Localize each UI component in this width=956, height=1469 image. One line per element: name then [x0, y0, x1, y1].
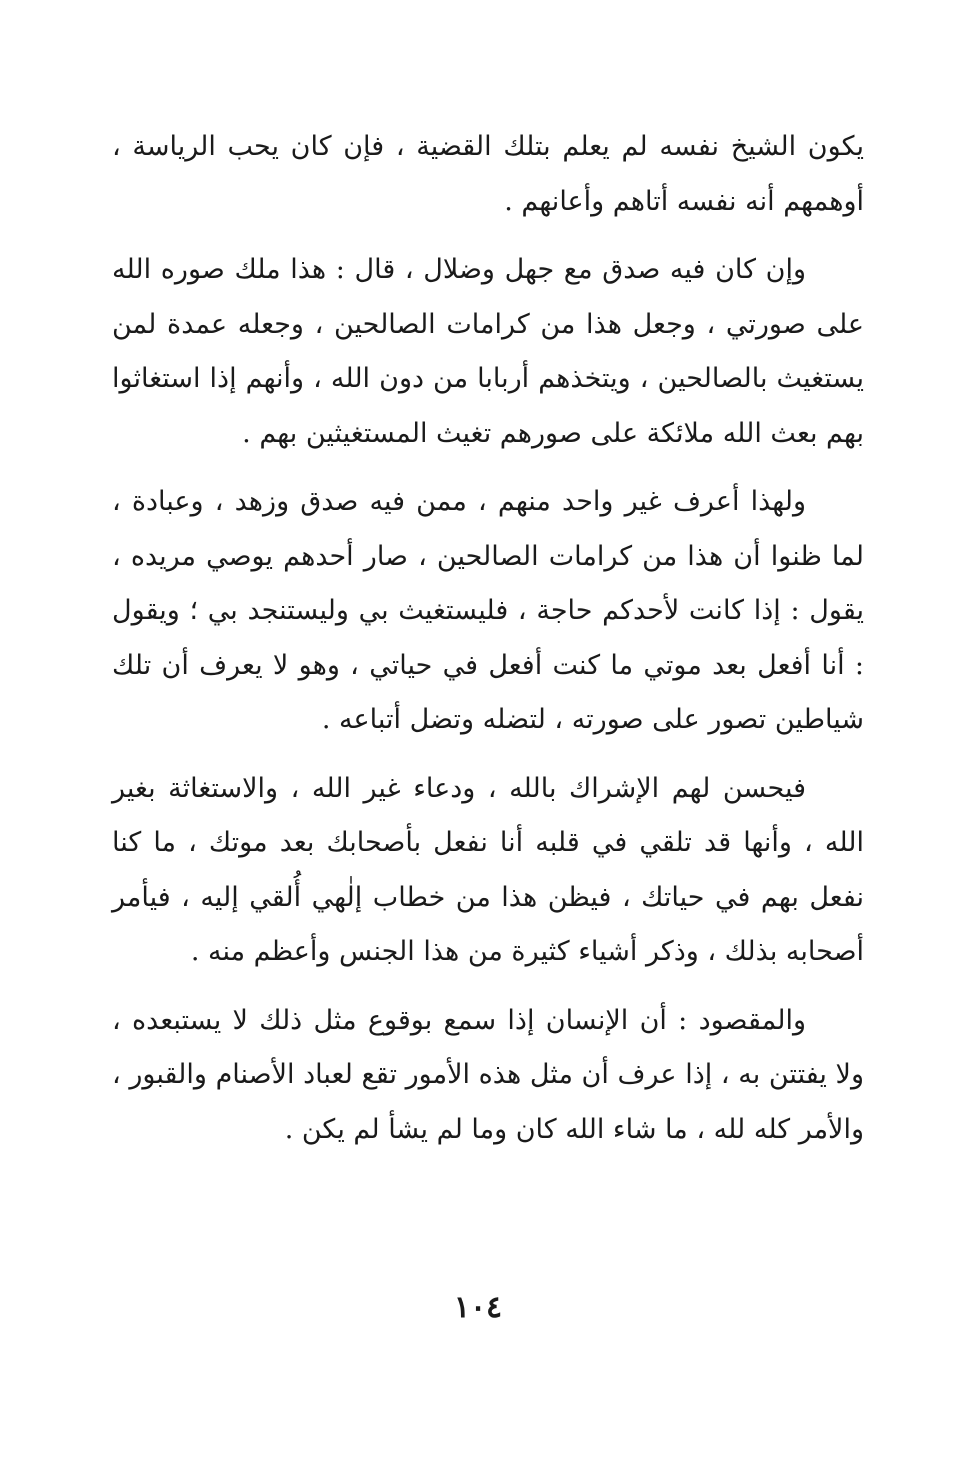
paragraph-1: يكون الشيخ نفسه لم يعلم بتلك القضية ، فإن كان يحب الرياسة ، أوهمهم أنه نفسه أتاهم وأعانهم .: [112, 131, 864, 217]
paragraph-2: وإن كان فيه صدق مع جهل وضلال ، قال : هذا ملك صوره الله على صورتي ، وجعل هذا من كرامات الصالحين ، وجعله عمدة لمن يستغيث بالصالحين ، ويتخذهم أربابا من دون الله ، وأنهم إذا استغاثوا بهم بعث الله ملائكة على صورهم تغيث المستغيثين بهم .: [112, 254, 864, 449]
page-body-text: [112, 120, 864, 1171]
page-number: ١٠٤: [453, 1290, 503, 1325]
paragraph-5: والمقصود : أن الإنسان إذا سمع بوقوع مثل ذلك لا يستبعده ، ولا يفتتن به ، إذا عرف أن مثل هذه الأمور تقع لعباد الأصنام والقبور ، والأمر كله لله ، ما شاء الله كان وما لم يشأ لم يكن .: [112, 1004, 864, 1145]
paragraph-4: فيحسن لهم الإشراك بالله ، ودعاء غير الله ، والاستغاثة بغير الله ، وأنها قد تلقي في قلبه أنا نفعل بأصحابك بعد موتك ، ما كنا نفعل بهم في حياتك ، فيظن هذا من خطاب إلٰهي أُلقي إليه ، فيأمر أصحابه بذلك ، وذكر أشياء كثيرة من هذا الجنس وأعظم منه .: [112, 772, 864, 967]
paragraph-3: ولهذا أعرف غير واحد منهم ، ممن فيه صدق وزهد ، وعبادة ، لما ظنوا أن هذا من كرامات الصالحين ، صار أحدهم يوصي مريده ، يقول : إذا كانت لأحدكم حاجة ، فليستغيث بي وليستنجد بي ؛ ويقول : أنا أفعل بعد موتي ما كنت أفعل في حياتي ، وهو لا يعرف أن تلك شياطين تصور على صورته ، لتضله وتضل أتباعه .: [112, 486, 864, 735]
